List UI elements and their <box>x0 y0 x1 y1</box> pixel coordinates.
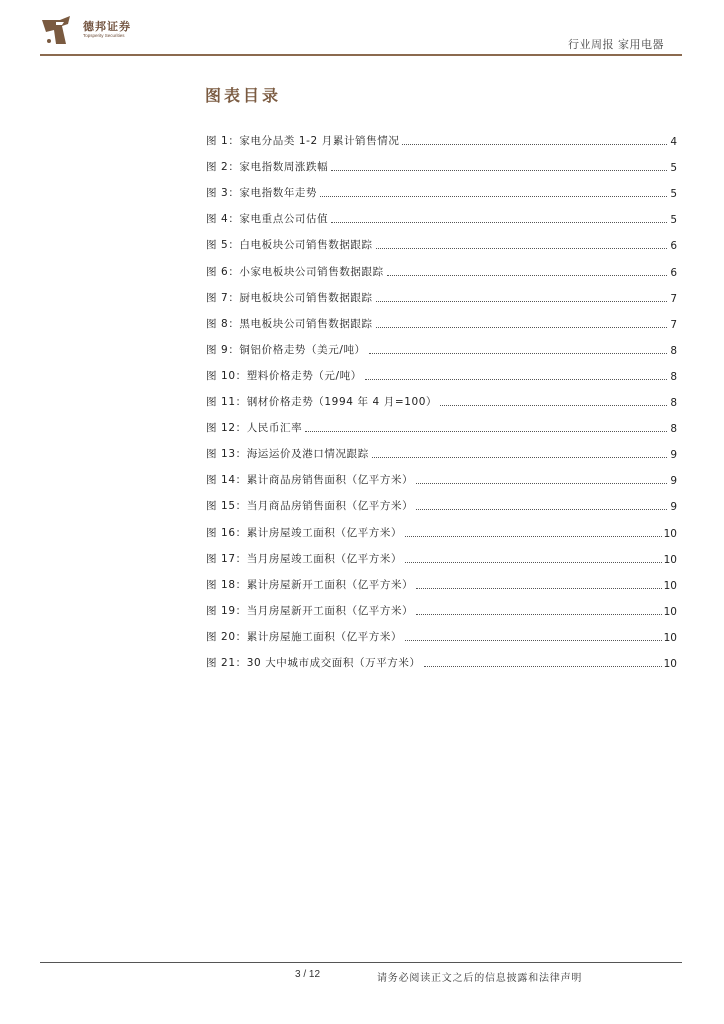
toc-entry[interactable] <box>206 592 677 618</box>
toc-list <box>206 122 677 670</box>
toc-leader-dots <box>320 195 667 197</box>
company-logo-icon <box>40 14 72 46</box>
toc-entry[interactable] <box>206 540 677 566</box>
toc-leader-dots <box>416 508 667 510</box>
toc-entry-page[interactable]: 10 <box>663 657 677 670</box>
toc-leader-dots <box>376 300 667 302</box>
toc-entry[interactable] <box>206 122 677 148</box>
toc-entry[interactable] <box>206 409 677 435</box>
toc-entry-label[interactable]: 图 14：累计商品房销售面积（亿平方米） <box>206 474 414 487</box>
page-number: 3 / 12 <box>295 969 321 980</box>
company-name: 德邦证券 <box>83 20 131 33</box>
toc-entry-page[interactable]: 7 <box>670 318 677 331</box>
toc-entry-label[interactable]: 图 5：白电板块公司销售数据跟踪 <box>206 239 373 252</box>
toc-leader-dots <box>402 143 667 145</box>
toc-entry-label[interactable]: 图 13：海运运价及港口情况跟踪 <box>206 448 369 461</box>
toc-entry[interactable] <box>206 331 677 357</box>
toc-entry[interactable] <box>206 618 677 644</box>
toc-entry-label[interactable]: 图 7：厨电板块公司销售数据跟踪 <box>206 291 373 304</box>
toc-leader-dots <box>331 169 667 171</box>
toc-entry-label[interactable]: 图 10：塑料价格走势（元/吨） <box>206 369 362 382</box>
toc-leader-dots <box>416 613 661 615</box>
toc-leader-dots <box>405 535 662 537</box>
toc-leader-dots <box>416 482 667 484</box>
toc-entry[interactable] <box>206 644 677 670</box>
toc-leader-dots <box>405 561 662 563</box>
toc-leader-dots <box>424 665 662 667</box>
toc-entry-label[interactable]: 图 19：当月房屋新开工面积（亿平方米） <box>206 604 414 617</box>
report-category: 行业周报 家用电器 <box>568 38 664 51</box>
toc-entry-label[interactable]: 图 4：家电重点公司估值 <box>206 213 329 226</box>
toc-heading: 图表目录 <box>205 86 282 105</box>
disclaimer-note: 请务必阅读正文之后的信息披露和法律声明 <box>377 973 583 984</box>
toc-entry-page[interactable]: 5 <box>670 188 677 201</box>
toc-leader-dots <box>387 274 667 276</box>
toc-entry[interactable] <box>206 279 677 305</box>
toc-entry-label[interactable]: 图 6：小家电板块公司销售数据跟踪 <box>206 265 384 278</box>
toc-entry-label[interactable]: 图 20：累计房屋施工面积（亿平方米） <box>206 630 403 643</box>
toc-entry-page[interactable]: 5 <box>670 214 677 227</box>
toc-entry-page[interactable]: 7 <box>670 292 677 305</box>
toc-entry-page[interactable]: 8 <box>670 397 677 410</box>
toc-entry[interactable] <box>206 252 677 278</box>
company-name-en: Topsperity Securities <box>83 33 125 38</box>
toc-entry-label[interactable]: 图 8：黑电板块公司销售数据跟踪 <box>206 317 373 330</box>
toc-entry-page[interactable]: 6 <box>670 266 677 279</box>
toc-entry-label[interactable]: 图 11：钢材价格走势（1994 年 4 月=100） <box>206 396 438 409</box>
footer-divider <box>40 962 682 963</box>
toc-entry[interactable] <box>206 174 677 200</box>
toc-entry-page[interactable]: 4 <box>670 136 677 149</box>
toc-leader-dots <box>369 352 667 354</box>
toc-entry-label[interactable]: 图 1：家电分品类 1-2 月累计销售情况 <box>206 135 400 148</box>
toc-entry[interactable] <box>206 487 677 513</box>
toc-entry[interactable] <box>206 513 677 539</box>
toc-entry[interactable] <box>206 566 677 592</box>
toc-entry[interactable] <box>206 148 677 174</box>
toc-leader-dots <box>376 326 667 328</box>
toc-entry-label[interactable]: 图 9：铜铝价格走势（美元/吨） <box>206 343 366 356</box>
toc-entry-label[interactable]: 图 3：家电指数年走势 <box>206 187 318 200</box>
toc-leader-dots <box>405 639 662 641</box>
toc-entry-page[interactable]: 10 <box>663 579 677 592</box>
toc-entry[interactable] <box>206 461 677 487</box>
toc-entry-page[interactable]: 8 <box>670 423 677 436</box>
toc-entry-page[interactable]: 6 <box>670 240 677 253</box>
toc-leader-dots <box>305 430 667 432</box>
toc-entry-page[interactable]: 10 <box>663 631 677 644</box>
toc-entry[interactable] <box>206 435 677 461</box>
toc-entry-page[interactable]: 8 <box>670 344 677 357</box>
toc-entry[interactable] <box>206 200 677 226</box>
toc-entry-label[interactable]: 图 12：人民币汇率 <box>206 422 303 435</box>
toc-leader-dots <box>365 378 667 380</box>
toc-entry-label[interactable]: 图 15：当月商品房销售面积（亿平方米） <box>206 500 414 513</box>
toc-entry-page[interactable]: 10 <box>663 605 677 618</box>
toc-entry-label[interactable]: 图 21：30 大中城市成交面积（万平方米） <box>206 656 421 669</box>
toc-entry-page[interactable]: 9 <box>670 449 677 462</box>
toc-leader-dots <box>376 247 667 249</box>
toc-entry-label[interactable]: 图 18：累计房屋新开工面积（亿平方米） <box>206 578 414 591</box>
toc-entry[interactable] <box>206 226 677 252</box>
toc-leader-dots <box>331 221 667 223</box>
header-divider <box>40 54 682 56</box>
toc-entry-page[interactable]: 10 <box>663 553 677 566</box>
toc-leader-dots <box>372 456 667 458</box>
toc-entry[interactable] <box>206 305 677 331</box>
toc-entry-page[interactable]: 9 <box>670 475 677 488</box>
page-header <box>0 0 724 60</box>
toc-entry-page[interactable]: 5 <box>670 162 677 175</box>
toc-entry[interactable] <box>206 357 677 383</box>
toc-entry-page[interactable]: 9 <box>670 501 677 514</box>
toc-entry-label[interactable]: 图 2：家电指数周涨跌幅 <box>206 161 329 174</box>
toc-entry-label[interactable]: 图 16：累计房屋竣工面积（亿平方米） <box>206 526 403 539</box>
toc-entry-label[interactable]: 图 17：当月房屋竣工面积（亿平方米） <box>206 552 403 565</box>
toc-entry-page[interactable]: 10 <box>663 527 677 540</box>
toc-leader-dots <box>440 404 667 406</box>
toc-leader-dots <box>416 587 661 589</box>
toc-entry[interactable] <box>206 383 677 409</box>
toc-entry-page[interactable]: 8 <box>670 370 677 383</box>
